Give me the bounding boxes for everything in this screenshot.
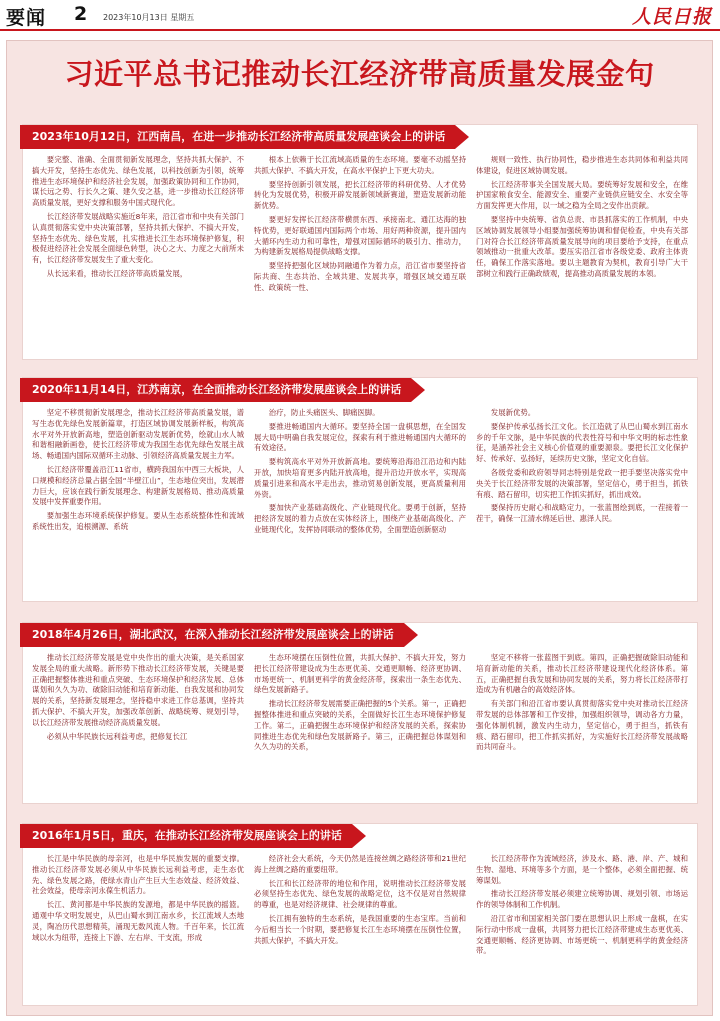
paragraph: 治疗，防止头痛医头、脚痛医脚。	[268, 408, 380, 417]
paragraph: 要完整、准确、全面贯彻新发展理念，坚持共抓大保护、不搞大开发，坚持生态优先、绿色发展，以科技创新为引领，统筹推进生态环境保护和经济社会发展，加强政策协同和工作协同，谋长远之势、行长久之策、建久安之基，进一步推动长江经济带高质量发展，更好支撑和服务中国式现代化。	[32, 155, 244, 208]
page-number: 2	[74, 3, 88, 25]
paragraph: 长江、黄河都是中华民族的发源地，都是中华民族的摇篮。通观中华文明发展史，从巴山蜀水到江南水乡，长江流域人杰地灵，陶冶历代思想精英，涌现无数风流人物。千百年来，长江流域以水为纽带，连接上下游、左右岸、干支流，形成	[32, 900, 244, 942]
text-column	[32, 653, 244, 797]
speech-section	[22, 823, 698, 1006]
section-title: 2023年10月12日，江西南昌，在进一步推动长江经济带高质量发展座谈会上的讲话	[20, 125, 455, 149]
paragraph: 规则一致性、执行协同性，稳步推进生态共同体和利益共同体建设，促进区域协调发展。	[476, 155, 688, 175]
paragraph: 长江拥有独特的生态系统，是我国重要的生态宝库。当前和今后相当长一个时期，要把修复长江生态环境摆在压倒性位置，共抓大保护，不搞大开发。	[254, 913, 466, 945]
text-column	[254, 854, 466, 999]
speech-section	[22, 124, 698, 360]
paragraph: 有关部门和沿江省市要认真贯彻落实党中央对推动长江经济带发展的总体部署和工作安排，加强组织领导，调动各方力量，强化体制机制，激发内生动力，坚定信心，勇于担当，抓铁有痕、踏石留印，把工作抓实抓好，为实施好长江经济带发展战略而共同奋斗。	[476, 699, 688, 752]
paragraph: 长江经济带事关全国发展大局。要统筹好发展和安全，在维护国家粮食安全、能源安全、重要产业链供应链安全、水安全等方面发挥更大作用，以一域之稳为全局之安作出贡献。	[476, 179, 688, 211]
paragraph: 长江是中华民族的母亲河，也是中华民族发展的重要支撑。推动长江经济带发展必须从中华民族长远利益考虑，走生态优先、绿色发展之路，使绿水青山产生巨大生态效益、经济效益、社会效益，使母亲河永葆生机活力。	[32, 854, 244, 896]
paragraph: 沿江省市和国家相关部门要在思想认识上形成一盘棋，在实际行动中形成一盘棋，共同努力把长江经济带建成生态更优美、交通更顺畅、经济更协调、市场更统一、机制更科学的黄金经济带。	[476, 913, 688, 956]
paragraph: 推动长江经济带发展需要正确把握的5个关系。第一，正确把握整体推进和重点突破的关系，全面做好长江生态环境保护修复工作。第二，正确把握生态环境保护和经济发展的关系，探索协同推进生态优先和绿色发展新路子。第三，正确把握总体谋划和久久为功的关系，	[254, 699, 466, 752]
page-headline: 习近平总书记推动长江经济带高质量发展金句	[64, 57, 655, 91]
paragraph: 要加快产业基础高级化、产业链现代化。要勇于创新，坚持把经济发展的着力点放在实体经济上，围绕产业基础高级化、产业链现代化，发挥协同联动的整体优势，全面塑造创新驱动	[254, 503, 466, 534]
section-columns	[32, 155, 688, 353]
paragraph: 生态环境摆在压倒性位置，共抓大保护、不搞大开发，努力把长江经济带建设成为生态更优美、交通更顺畅、经济更协调、市场更统一、机制更科学的黄金经济带，探索出一条生态优先、绿色发展新路子。	[254, 653, 466, 695]
paragraph: 经济社会大系统，今天仍然是连接丝绸之路经济带和21世纪海上丝绸之路的重要纽带。	[254, 854, 466, 874]
text-column	[476, 653, 688, 797]
paragraph: 坚定不移将一张蓝图干到底。第四，正确把握破除旧动能和培育新动能的关系，推动长江经济带建设现代化经济体系。第五，正确把握自我发展和协同发展的关系，努力将长江经济带打造成为有机融合的高效经济体。	[476, 653, 688, 695]
paragraph: 要坚持创新引领发展，把长江经济带的科研优势、人才优势转化为发展优势，积极开辟发展新领域新赛道，塑造发展新动能新优势。	[254, 179, 466, 211]
issue-date: 2023年10月13日 星期五	[103, 13, 195, 22]
paragraph: 要坚持中央统筹、省负总责、市县抓落实的工作机制，中央区域协调发展领导小组要加强统筹协调和督促检查，中央有关部门对符合长江经济带高质量发展导向的项目要给予支持，在重点领域推动一批重大改革。要压实沿江省市各级党委、政府主体责任，确保工作落实落地。要以主题教育为契机，教育引导广大干部树立和践行正确政绩观，提高推动高质量发展的本领。	[476, 214, 688, 278]
section-name: 要闻	[6, 7, 47, 29]
text-column	[254, 408, 466, 595]
paragraph: 推动长江经济带发展必须建立统筹协调、规划引领、市场运作的领导体制和工作机制。	[476, 889, 688, 910]
masthead	[0, 0, 720, 31]
paragraph: 长江经济带发展战略实施近8年来，沿江省市和中央有关部门认真贯彻落实党中央决策部署，坚持共抓大保护、不搞大开发，坚持生态优先、绿色发展，扎实推进长江生态环境保护修复，积极促进经济社会发展全面绿色转型，决心之大、力度之大前所未有，长江经济带发展发生了重大变化。	[32, 211, 244, 265]
paragraph: 长江经济带覆盖沿江11省市，横跨我国东中西三大板块，人口规模和经济总量占据全国“半壁江山”，生态地位突出，发展潜力巨大，应该在践行新发展理念、构建新发展格局、推动高质量发展中发挥重要作用。	[32, 464, 244, 507]
text-column	[476, 155, 688, 353]
text-column	[32, 155, 244, 353]
section-columns	[32, 408, 688, 595]
text-column	[32, 854, 244, 999]
section-columns	[32, 854, 688, 999]
paragraph: 坚定不移贯彻新发展理念，推动长江经济带高质量发展，谱写生态优先绿色发展新篇章，打造区域协调发展新样板，构筑高水平对外开放新高地，塑造创新驱动发展新优势，绘就山水人城和谐相融新画卷，使长江经济带成为我国生态优先绿色发展主战场、畅通国内国际双循环主动脉、引领经济高质量发展主力军。	[32, 408, 244, 461]
text-column	[476, 408, 688, 595]
paragraph: 要坚持把强化区域协同融通作为着力点，沿江省市要坚持省际共商、生态共治、全域共建、发展共享，增强区域交通互联性、政策统一性、	[254, 261, 466, 292]
text-column	[32, 408, 244, 595]
section-columns	[32, 653, 688, 797]
section-title: 2020年11月14日，江苏南京，在全面推动长江经济带发展座谈会上的讲话	[20, 378, 411, 402]
paragraph: 要加强生态环境系统保护修复。要从生态系统整体性和流域系统性出发，追根溯源、系统	[32, 511, 244, 531]
paragraph: 根本上依赖于长江流域高质量的生态环境。要毫不动摇坚持共抓大保护、不搞大开发，在高水平保护上下更大功夫。	[254, 155, 466, 175]
paragraph: 要构筑高水平对外开放新高地。要统筹沿海沿江沿边和内陆开放，加快培育更多内陆开放高地，提升沿边开放水平，实现高质量引进来和高水平走出去，推动贸易创新发展，更高质量利用外资。	[254, 457, 466, 499]
paragraph: 推动长江经济带发展是党中央作出的重大决策，是关系国家发展全局的重大战略。新形势下推动长江经济带发展，关键是要正确把握整体推进和重点突破、生态环境保护和经济发展、总体谋划和久久为功、破除旧动能和培育新动能、自我发展和协同发展的关系，坚持新发展理念，坚持稳中求进工作总基调，坚持共抓大保护、不搞大开发，加强改革创新、战略统筹、规划引导，以长江经济带发展推动经济高质量发展。	[32, 653, 244, 727]
newspaper-logo: 人民日报	[631, 6, 712, 28]
paragraph: 发展新优势。	[490, 408, 536, 417]
paragraph: 要保持历史耐心和战略定力，一张蓝图绘到底，一茬接着一茬干，确保一江清水绵延后世、惠泽人民。	[476, 503, 688, 524]
paragraph: 长江和长江经济带的地位和作用，说明推动长江经济带发展必须坚持生态优先、绿色发展的战略定位，这不仅是对自然规律的尊重，也是对经济规律、社会规律的尊重。	[254, 878, 466, 910]
paragraph: 从长远来看，推动长江经济带高质量发展，	[46, 268, 188, 278]
paragraph: 要更好发挥长江经济带横贯东西、承接南北、通江达海的独特优势，更好联通国内国际两个市场、用好两种资源，提升国内大循环内生动力和可靠性，增强对国际循环的吸引力、推动力，为构建新发展格局提供战略支撑。	[254, 214, 466, 257]
section-title: 2016年1月5日，重庆，在推动长江经济带发展座谈会上的讲话	[20, 824, 352, 848]
text-column	[476, 854, 688, 999]
text-column	[254, 155, 466, 353]
paragraph: 要推进畅通国内大循环。要坚持全国一盘棋思想，在全国发展大局中明确自我发展定位，探索有利于推进畅通国内大循环的有效途径。	[254, 421, 466, 453]
speech-section	[22, 622, 698, 804]
paragraph: 长江经济带作为流域经济，涉及水、路、港、岸、产、城和生物、湿地、环境等多个方面，是一个整体，必须全面把握、统筹谋划。	[476, 854, 688, 885]
text-column	[254, 653, 466, 797]
speech-section	[22, 377, 698, 602]
section-title: 2018年4月26日，湖北武汉，在深入推动长江经济带发展座谈会上的讲话	[20, 623, 404, 647]
paragraph: 必须从中华民族长远利益考虑，把修复长江	[46, 731, 188, 741]
paragraph: 要保护传承弘扬长江文化。长江造就了从巴山蜀水到江南水乡的千年文脉，是中华民族的代表性符号和中华文明的标志性象征，是涵养社会主义核心价值观的重要源泉。要把长江文化保护好、传承好、弘扬好，延续历史文脉，坚定文化自信。	[476, 421, 688, 464]
paragraph: 各级党委和政府领导同志特别是党政一把手要坚决落实党中央关于长江经济带发展的决策部署，坚定信心，勇于担当，抓铁有痕、踏石留印，切实把工作抓实抓好，抓出成效。	[476, 467, 688, 499]
